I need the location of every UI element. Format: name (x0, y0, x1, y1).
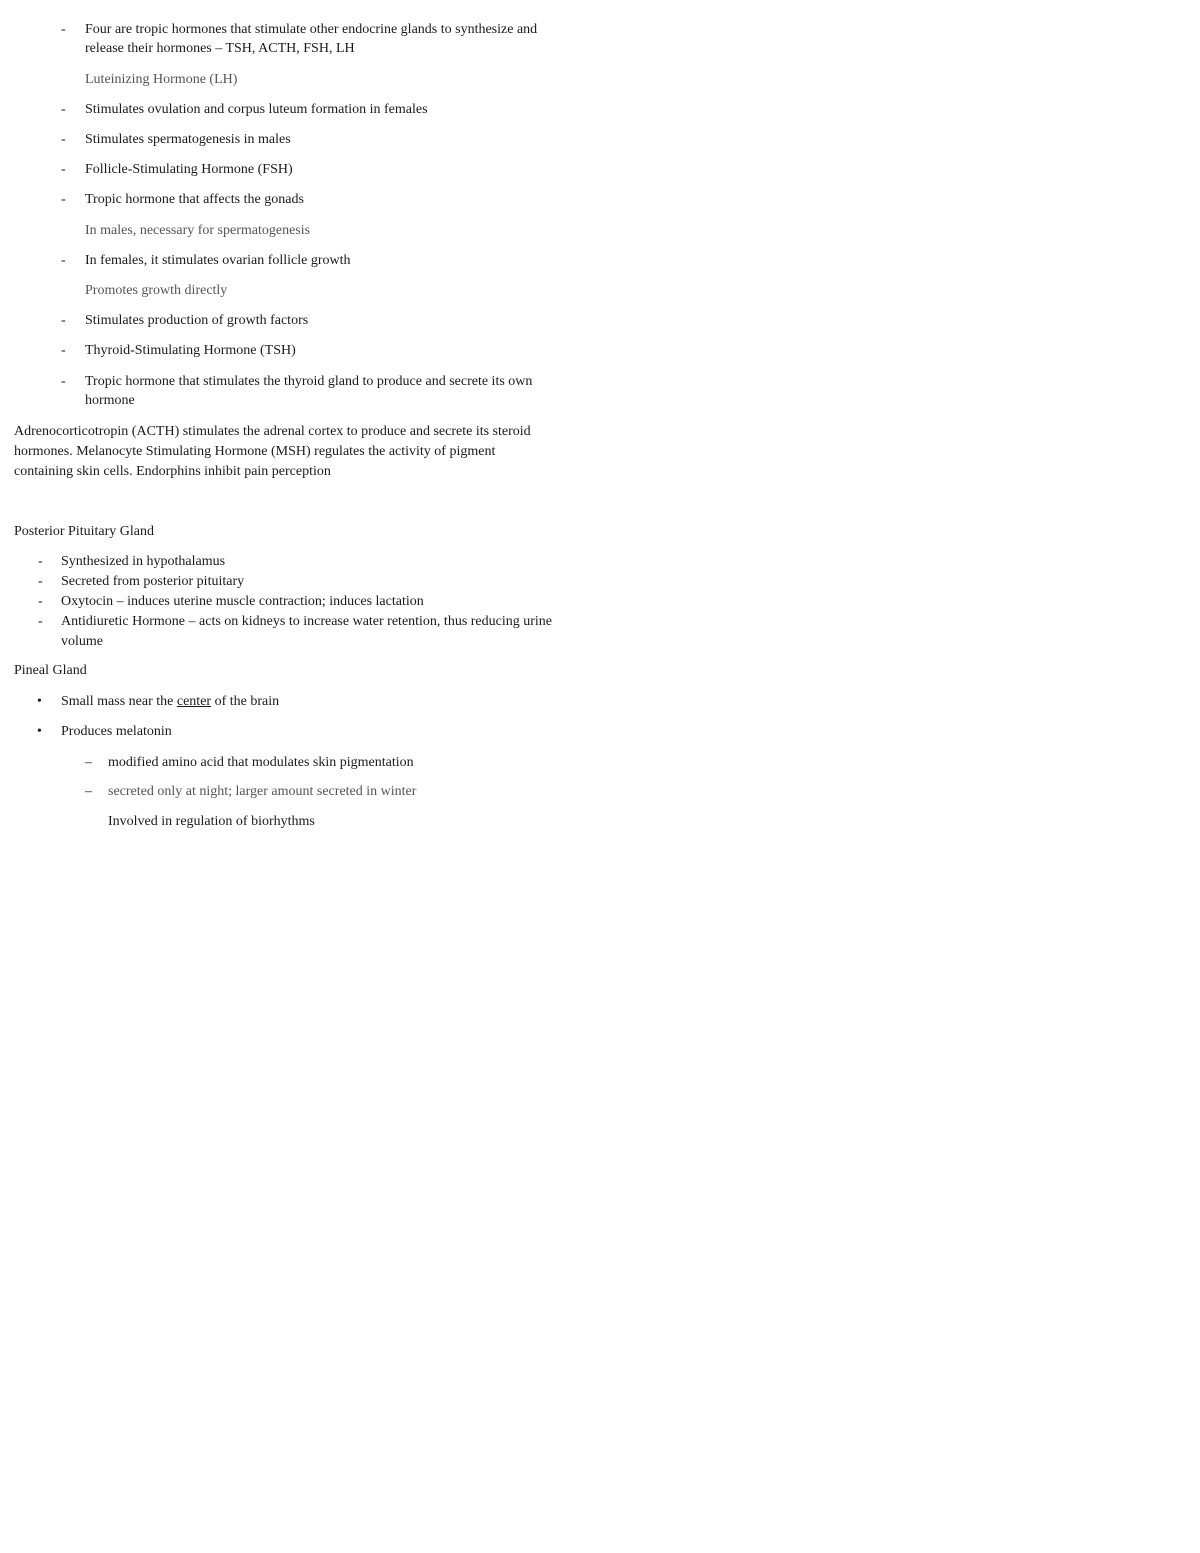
list-marker: - (38, 614, 43, 629)
list-item-line: Stimulates production of growth factors (85, 313, 309, 328)
bullet-marker: • (37, 724, 42, 739)
list-item-line (61, 692, 279, 712)
paragraph-line: containing skin cells. Endorphins inhibit pain perception (14, 464, 331, 479)
list-item-line: modified amino acid that modulates skin pigmentation (108, 755, 414, 770)
list-item-line: In females, it stimulates ovarian follicle growth (85, 253, 351, 268)
paragraph-line: hormones. Melanocyte Stimulating Hormone (MSH) regulates the activity of pigment (14, 444, 496, 459)
list-marker: - (61, 374, 66, 389)
list-marker: - (61, 313, 66, 328)
list-marker: - (61, 253, 66, 268)
section-heading: Pineal Gland (14, 663, 87, 678)
list-item-line: Involved in regulation of biorhythms (108, 814, 315, 829)
list-item-line: Oxytocin – induces uterine muscle contraction; induces lactation (61, 594, 424, 609)
list-item-line: release their hormones – TSH, ACTH, FSH, LH (85, 41, 355, 56)
list-item-line: Follicle-Stimulating Hormone (FSH) (85, 162, 293, 177)
list-marker: - (38, 554, 43, 569)
list-item-line: Luteinizing Hormone (LH) (85, 72, 238, 87)
list-item-line: Thyroid-Stimulating Hormone (TSH) (85, 343, 296, 358)
list-marker: - (61, 102, 66, 117)
paragraph-line: Adrenocorticotropin (ACTH) stimulates the adrenal cortex to produce and secrete its steroid (14, 424, 531, 439)
list-marker: - (61, 162, 66, 177)
list-marker: - (61, 132, 66, 147)
text-run: Small mass near the (61, 694, 177, 709)
underlined-word: center (176, 694, 212, 709)
text-run: of the brain (211, 694, 280, 709)
bullet-marker: • (37, 694, 42, 709)
list-marker: - (61, 192, 66, 207)
list-item-line: Antidiuretic Hormone – acts on kidneys to increase water retention, thus reducing urine (61, 614, 553, 629)
list-item-line: volume (61, 634, 103, 649)
list-marker: - (38, 594, 43, 609)
list-marker: - (38, 574, 43, 589)
list-item-line: hormone (85, 393, 135, 408)
list-item-line: Tropic hormone that affects the gonads (85, 192, 304, 207)
list-item-line: Promotes growth directly (85, 283, 228, 298)
list-item-line: Four are tropic hormones that stimulate other endocrine glands to synthesize and (85, 22, 538, 37)
list-item-line: Stimulates spermatogenesis in males (85, 132, 291, 147)
list-marker: - (61, 22, 66, 37)
list-item-line: Synthesized in hypothalamus (61, 554, 226, 569)
list-item-line: Secreted from posterior pituitary (61, 574, 245, 589)
list-item-line: Stimulates ovulation and corpus luteum formation in females (85, 102, 428, 117)
dash-marker: – (85, 784, 92, 799)
section-heading: Posterior Pituitary Gland (14, 524, 154, 539)
list-item-line: secreted only at night; larger amount secreted in winter (108, 784, 417, 799)
list-item-line: Tropic hormone that stimulates the thyroid gland to produce and secrete its own (85, 374, 533, 389)
list-item-line: In males, necessary for spermatogenesis (85, 223, 311, 238)
list-item-line: Produces melatonin (61, 724, 172, 739)
dash-marker: – (85, 755, 92, 770)
list-marker: - (61, 343, 66, 358)
